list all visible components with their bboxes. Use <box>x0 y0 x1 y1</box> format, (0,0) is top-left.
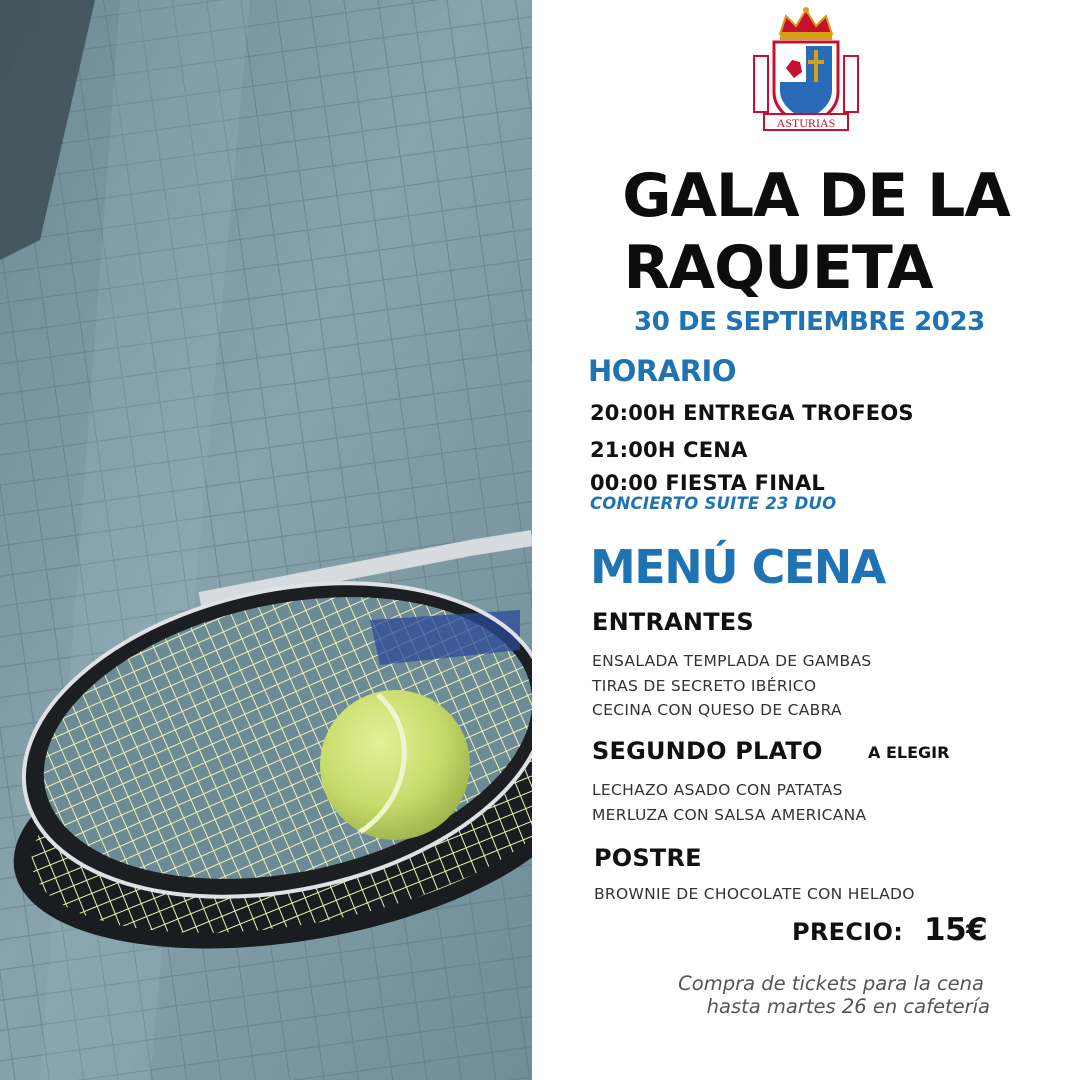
event-title-line1: GALA DE LA <box>622 161 1010 231</box>
menu-item: LECHAZO ASADO CON PATATAS <box>592 781 843 799</box>
menu-section-note: A ELEGIR <box>868 743 950 762</box>
schedule-item: 00:00 FIESTA FINAL <box>590 471 826 495</box>
menu-item: BROWNIE DE CHOCOLATE CON HELADO <box>594 885 915 903</box>
menu-section-postre: POSTRE <box>594 844 702 872</box>
event-date: 30 DE SEPTIEMBRE 2023 <box>634 307 985 337</box>
casa-de-asturias-crest-logo <box>750 6 862 134</box>
schedule-heading: HORARIO <box>588 354 736 388</box>
price-label: PRECIO: <box>792 918 904 946</box>
event-title-line2: RAQUETA <box>623 233 933 303</box>
schedule-item: 20:00H ENTREGA TROFEOS <box>590 401 914 425</box>
schedule-item: 21:00H CENA <box>590 438 748 462</box>
menu-item: ENSALADA TEMPLADA DE GAMBAS <box>592 652 872 670</box>
ticket-note-line1: Compra de tickets para la cena <box>678 972 984 995</box>
menu-item: MERLUZA CON SALSA AMERICANA <box>592 806 867 824</box>
menu-section-entrantes: ENTRANTES <box>592 608 754 636</box>
price-value: 15€ <box>924 912 988 948</box>
tennis-ball <box>320 690 470 840</box>
menu-section-segundo-plato: SEGUNDO PLATO <box>592 737 823 765</box>
svg-text:ASTURIAS: ASTURIAS <box>776 116 836 130</box>
menu-item: CECINA CON QUESO DE CABRA <box>592 701 842 719</box>
event-panel <box>532 0 1080 1080</box>
menu-item: TIRAS DE SECRETO IBÉRICO <box>592 677 817 695</box>
schedule-note: CONCIERTO SUITE 23 DUO <box>590 494 837 513</box>
tennis-photo <box>0 0 532 1080</box>
ticket-note-line2: hasta martes 26 en cafetería <box>706 995 990 1018</box>
menu-heading: MENÚ CENA <box>590 540 885 594</box>
